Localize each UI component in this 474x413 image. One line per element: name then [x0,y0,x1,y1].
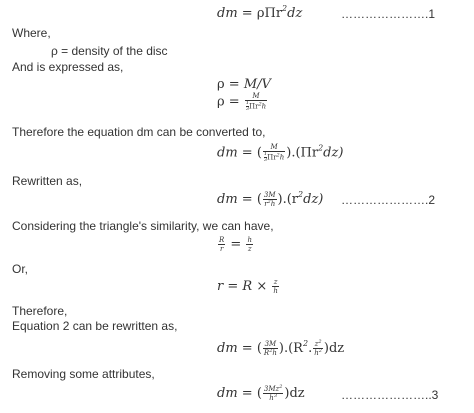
equation-2: dm = ( $\frac{3M}{r^2h}$ )$.(r^2dz)$ [217,190,324,208]
text-or: Or, [12,262,29,276]
equation-number-3: …………………..3 [341,388,439,402]
text-similarity: Considering the triangle's similarity, we can have, [12,219,274,233]
text-therefore-convert: Therefore the equation dm can be converted to, [12,125,266,139]
text-rho-definition: ρ = density of the disc [51,44,168,58]
fraction: $\frac{3M}{r^2h}$ [263,191,276,208]
text-expressed: And is expressed as, [12,60,124,74]
text-removing: Removing some attributes, [12,367,155,381]
equation-1: dm = ρΠr$^2$dz [217,4,303,21]
equation-3: dm = ( $\frac{3Mz^2}{h^3}$ )dz [217,384,305,402]
fraction: M $\frac{1}{3}$ $\Pi r^2h$ [263,143,285,163]
text-rewritten: Rewritten as, [12,174,83,188]
equation-number-1: ………………….1 [341,7,436,21]
text-therefore: Therefore, [12,304,68,318]
equation-similar-triangles: $\frac{R}{r}$ = $\frac{h}{z}$ [219,236,252,253]
fraction: M $\frac{1}{3}$ $\Pi r^2h$ [245,92,267,112]
equation-number-2: ………………….2 [341,193,436,207]
equation-dm-converted: dm = ( M $\frac{1}{3}$ $\Pi r^2h$ )$.(\Pi r^2dz)$ [217,143,344,163]
fraction: $\frac{R}{r}$ [219,236,225,253]
fraction: $\frac{z^2}{h^2}$ [314,339,322,357]
equation-rho-mv: ρ = M/V [217,77,271,92]
fraction: $\frac{h}{z}$ [247,236,252,253]
fraction: $\frac{3M}{R^2h}$ [263,340,277,357]
equation-rho-fraction: ρ = M $\frac{1}{3}$ $\Pi r^2h$ [217,92,267,112]
text-eq2-rewrite: Equation 2 can be rewritten as, [12,319,178,333]
equation-r-expression: r = R × $\frac{z}{h}$ [217,278,278,295]
equation-dm-substituted: dm = ( $\frac{3M}{R^2h}$ )$.(R^2$. $\frac{z^2}{h^2}$ )dz [217,339,345,357]
fraction: $\frac{3Mz^2}{h^3}$ [263,384,283,402]
fraction: $\frac{z}{h}$ [273,278,278,295]
text-where: Where, [12,26,51,40]
